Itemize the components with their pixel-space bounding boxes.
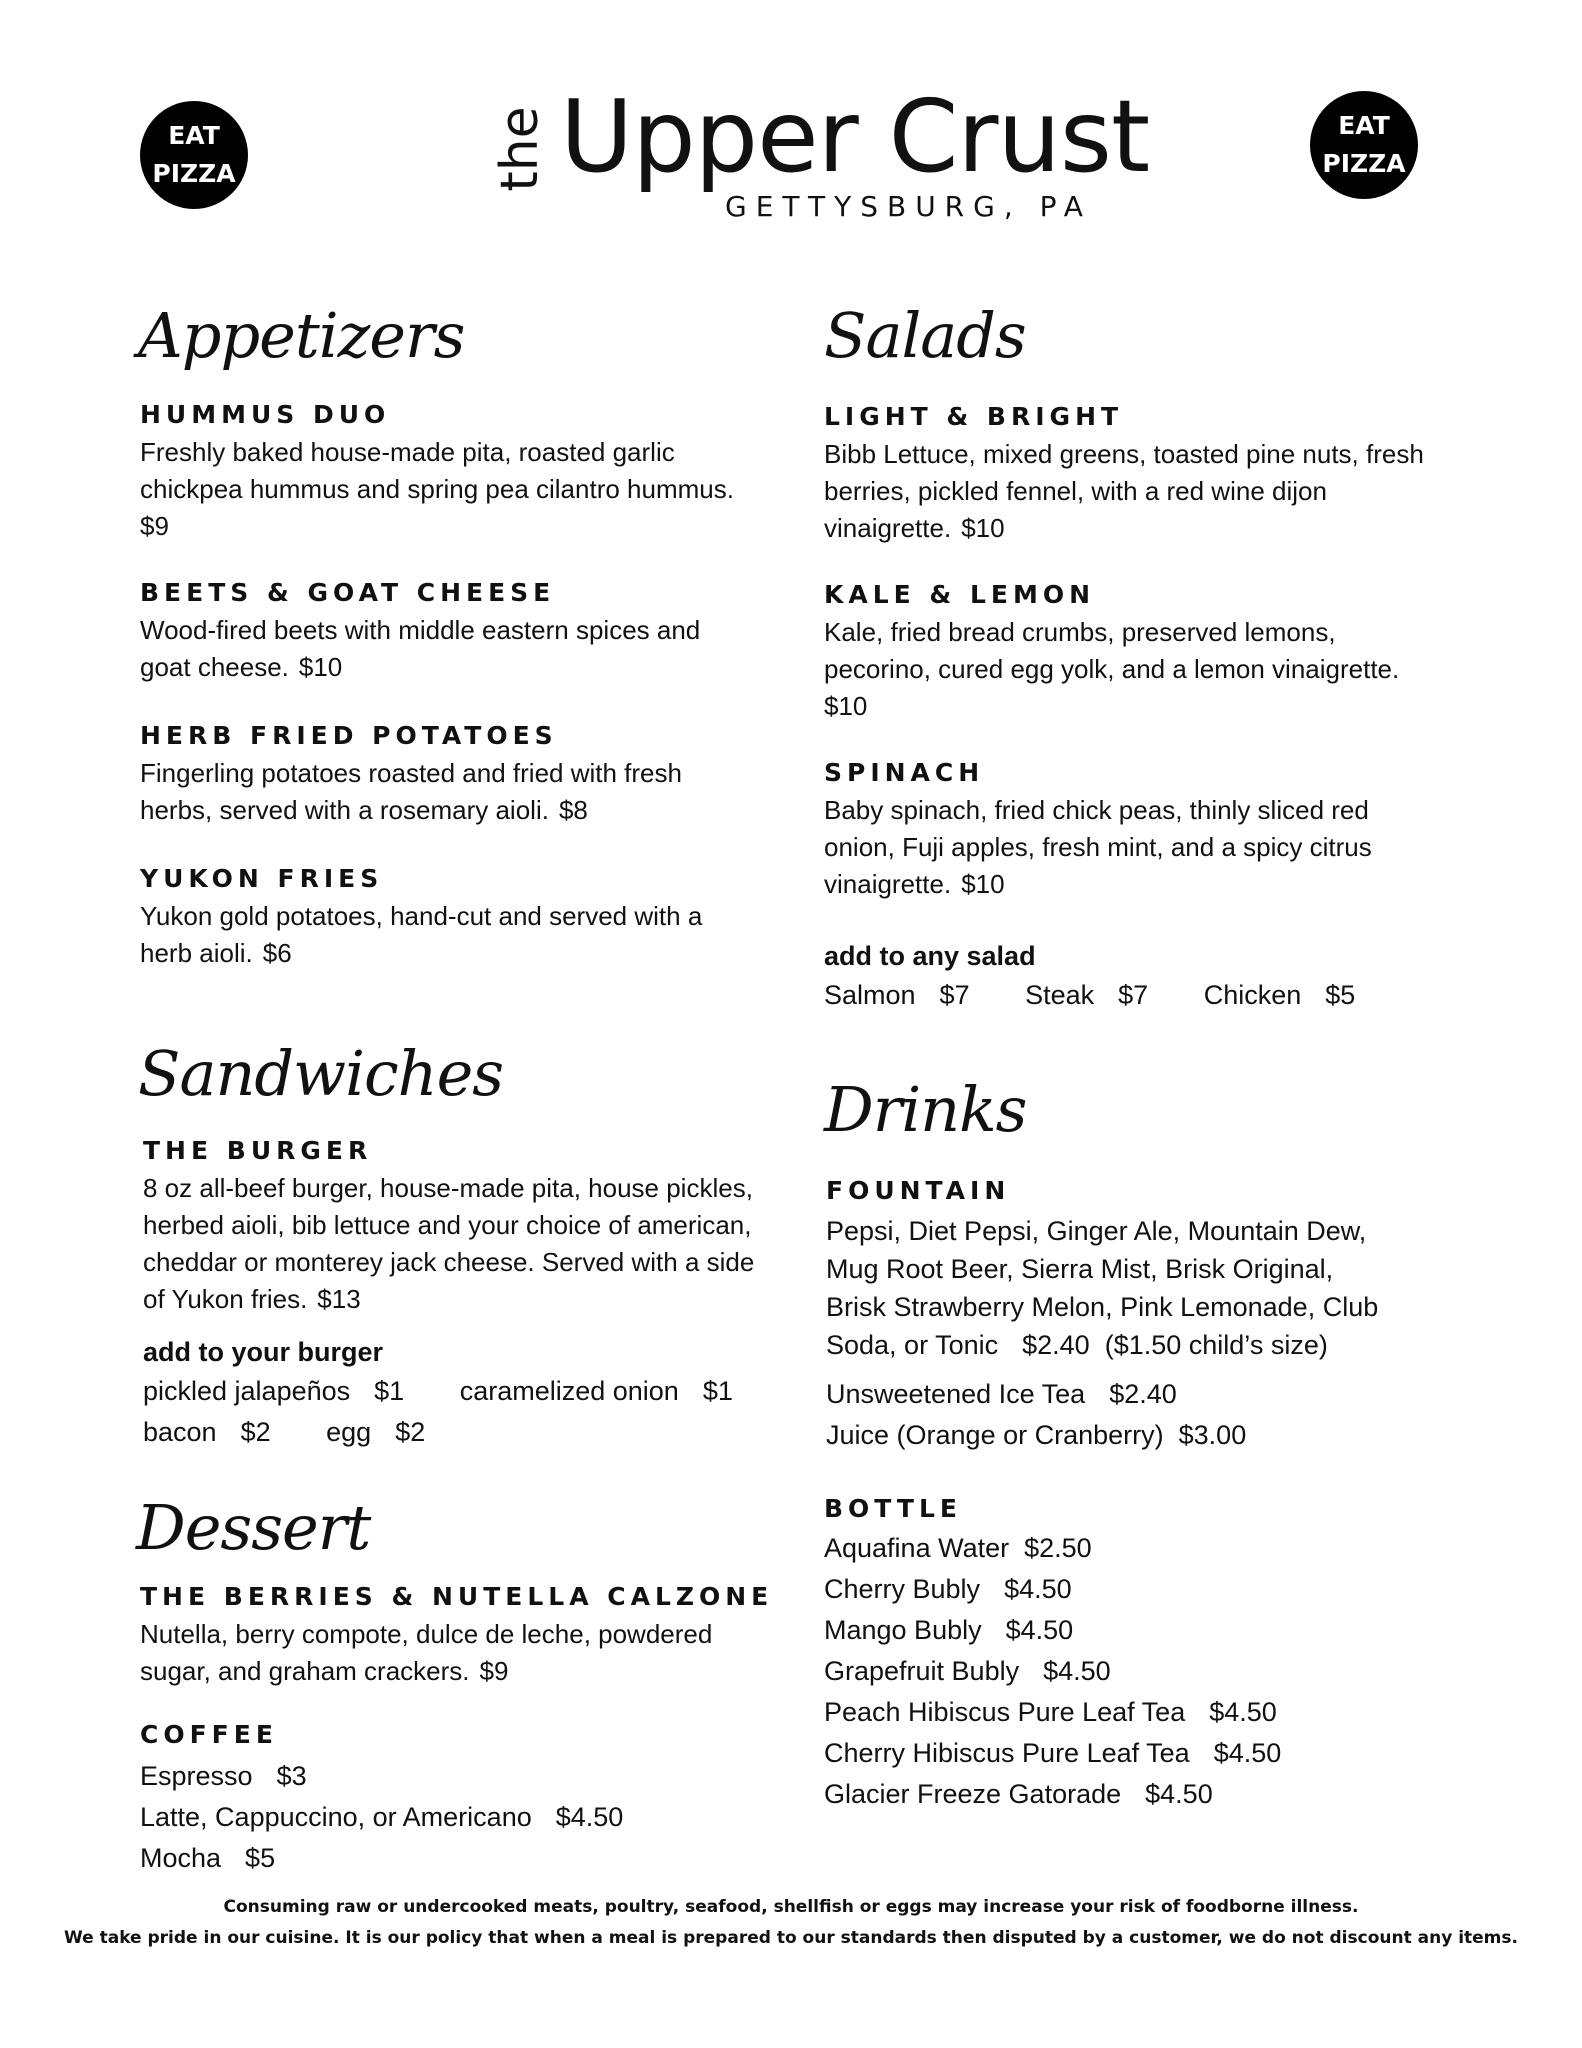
salad-addons — [824, 938, 1424, 1016]
drink-price: $4.50 — [1005, 1615, 1074, 1645]
policy-disclaimer: We take pride in our cuisine. It is our policy that when a meal is prepared to our standards then disputed by a customer, we do not discount any items. — [64, 1928, 1518, 1948]
item-description: 8 oz all-beef burger, house-made pita, house pickles, herbed aioli, bib lettuce and your choice of american, cheddar or monterey jack cheese. Served with a side of Yukon fries. — [143, 1173, 755, 1314]
drink-name: Latte, Cappuccino, or Americano — [140, 1802, 532, 1832]
drink-price: $3 — [276, 1761, 307, 1791]
menu-item — [140, 1582, 780, 1690]
list-item — [140, 1756, 740, 1797]
item-price: $6 — [262, 938, 292, 968]
appetizers-heading: Appetizers — [138, 299, 465, 372]
drink-name: Aquafina Water — [824, 1533, 1010, 1563]
list-item — [826, 1415, 1386, 1456]
item-price: $10 — [824, 691, 868, 721]
salads-heading: Salads — [824, 299, 1026, 372]
item-description: Freshly baked house-made pita, roasted garlic chickpea hummus and spring pea cilantro hummus. — [140, 437, 734, 504]
drink-price: $5 — [245, 1843, 276, 1873]
menu-item — [140, 864, 740, 972]
item-price: $9 — [479, 1656, 509, 1686]
menu-item — [824, 402, 1424, 547]
addon-price: $2 — [240, 1417, 271, 1447]
badge-line1: EAT — [1338, 111, 1390, 140]
badge-line1: EAT — [168, 121, 220, 150]
list-item — [826, 1374, 1386, 1415]
drink-name: Cherry Hibiscus Pure Leaf Tea — [824, 1738, 1190, 1768]
coffee-heading: COFFEE — [140, 1720, 278, 1749]
coffee-section — [140, 1720, 740, 1879]
addon-name: pickled jalapeños — [143, 1376, 351, 1406]
item-name: YUKON FRIES — [140, 864, 384, 893]
item-name: THE BURGER — [143, 1136, 373, 1165]
item-name: THE BERRIES & NUTELLA CALZONE — [140, 1582, 774, 1611]
fountain-heading: FOUNTAIN — [826, 1176, 1011, 1205]
addon-price: $5 — [1325, 980, 1356, 1010]
menu-item — [140, 400, 740, 545]
list-item — [824, 1651, 1424, 1692]
item-description: Fingerling potatoes roasted and fried with fresh herbs, served with a rosemary aioli. — [140, 758, 682, 825]
item-name: SPINACH — [824, 758, 985, 787]
addon-name: caramelized onion — [459, 1376, 679, 1406]
fountain-section — [826, 1176, 1386, 1456]
drink-name: Glacier Freeze Gatorade — [824, 1779, 1122, 1809]
drink-name: Peach Hibiscus Pure Leaf Tea — [824, 1697, 1186, 1727]
addon-name: Steak — [1025, 980, 1095, 1010]
badge-line2: PIZZA — [1322, 149, 1406, 178]
menu-item — [824, 758, 1384, 903]
list-item — [824, 1774, 1424, 1815]
addon-price: $2 — [395, 1417, 426, 1447]
drink-price: $4.50 — [555, 1802, 624, 1832]
item-description: Wood-fired beets with middle eastern spices and goat cheese. — [140, 615, 701, 682]
eat-pizza-badge-left — [140, 101, 248, 209]
addon-name: Chicken — [1203, 980, 1302, 1010]
drink-price: $4.50 — [1043, 1656, 1111, 1686]
salad-addons-heading: add to any salad — [824, 941, 1036, 971]
addon-line — [143, 1371, 763, 1412]
item-description: Kale, fried bread crumbs, preserved lemons, pecorino, cured egg yolk, and a lemon vinaigrette. — [824, 617, 1400, 684]
badge-line2: PIZZA — [152, 159, 236, 188]
menu-item — [140, 578, 740, 686]
burger-addons-heading: add to your burger — [143, 1337, 384, 1367]
drinks-heading: Drinks — [824, 1073, 1027, 1146]
item-name: BEETS & GOAT CHEESE — [140, 578, 556, 607]
menu-item — [824, 580, 1424, 725]
drink-name: Mango Bubly — [824, 1615, 982, 1645]
item-name: LIGHT & BRIGHT — [824, 402, 1124, 431]
drink-price: $4.50 — [1145, 1779, 1213, 1809]
list-item — [824, 1610, 1424, 1651]
drink-price: $4.50 — [1209, 1697, 1277, 1727]
drink-name: Unsweetened Ice Tea — [826, 1379, 1086, 1409]
drink-price: $2.50 — [1024, 1533, 1092, 1563]
item-price: $10 — [298, 652, 343, 682]
drink-name: Espresso — [140, 1761, 253, 1791]
fountain-price: $2.40 — [1022, 1330, 1090, 1360]
item-price: $13 — [317, 1284, 361, 1314]
item-price: $10 — [961, 869, 1005, 899]
addon-price: $1 — [702, 1376, 733, 1406]
brand-location: GETTYSBURG, PA — [725, 190, 1092, 223]
fountain-description: Pepsi, Diet Pepsi, Ginger Ale, Mountain Dew, Mug Root Beer, Sierra Mist, Brisk Original, Brisk Strawberry Melon, Pink Lemonade, Club Soda, or Tonic — [826, 1216, 1379, 1360]
health-disclaimer: Consuming raw or undercooked meats, poultry, seafood, shellfish or eggs may increase your risk of foodborne illness. — [223, 1897, 1359, 1917]
item-price: $10 — [961, 513, 1005, 543]
drink-price: $2.40 — [1109, 1379, 1177, 1409]
addon-line — [143, 1412, 763, 1453]
drink-price: $4.50 — [1213, 1738, 1282, 1768]
drink-price: $3.00 — [1178, 1420, 1247, 1450]
eat-pizza-badge-right — [1310, 91, 1418, 199]
item-price: $9 — [140, 511, 169, 541]
item-name: HERB FRIED POTATOES — [140, 721, 558, 750]
drink-name: Grapefruit Bubly — [824, 1656, 1020, 1686]
item-name: HUMMUS DUO — [140, 400, 391, 429]
sandwiches-heading: Sandwiches — [138, 1037, 504, 1110]
list-item — [140, 1797, 740, 1838]
drink-price: $4.50 — [1004, 1574, 1072, 1604]
list-item — [824, 1528, 1424, 1569]
addon-name: egg — [326, 1417, 372, 1447]
menu-item — [140, 721, 740, 829]
addon-name: Salmon — [824, 980, 916, 1010]
addon-price: $7 — [939, 980, 970, 1010]
fountain-child-note: ($1.50 child’s size) — [1104, 1330, 1328, 1360]
bottle-heading: BOTTLE — [824, 1494, 962, 1523]
brand-name: Upper Crust — [560, 78, 1150, 195]
item-description: Nutella, berry compote, dulce de leche, powdered sugar, and graham crackers. — [140, 1619, 713, 1686]
item-description: Yukon gold potatoes, hand-cut and served with a herb aioli. — [140, 901, 703, 968]
drink-name: Cherry Bubly — [824, 1574, 981, 1604]
addon-line — [824, 975, 1424, 1016]
item-price: $8 — [558, 795, 588, 825]
item-description: Baby spinach, fried chick peas, thinly sliced red onion, Fuji apples, fresh mint, and a spicy citrus vinaigrette. — [824, 795, 1372, 899]
drink-name: Mocha — [140, 1843, 222, 1873]
menu-item — [143, 1136, 763, 1318]
item-name: KALE & LEMON — [824, 580, 1095, 609]
list-item — [824, 1733, 1424, 1774]
dessert-heading: Dessert — [136, 1491, 371, 1564]
list-item — [824, 1692, 1424, 1733]
burger-addons — [143, 1334, 763, 1453]
item-description: Bibb Lettuce, mixed greens, toasted pine nuts, fresh berries, pickled fennel, with a red wine dijon vinaigrette. — [824, 439, 1424, 543]
addon-price: $7 — [1118, 980, 1149, 1010]
addon-price: $1 — [374, 1376, 405, 1406]
list-item — [140, 1838, 740, 1879]
addon-name: bacon — [143, 1417, 217, 1447]
drink-name: Juice (Orange or Cranberry) — [826, 1420, 1164, 1450]
list-item — [824, 1569, 1424, 1610]
bottle-section — [824, 1494, 1424, 1815]
brand-the: the — [490, 106, 550, 192]
